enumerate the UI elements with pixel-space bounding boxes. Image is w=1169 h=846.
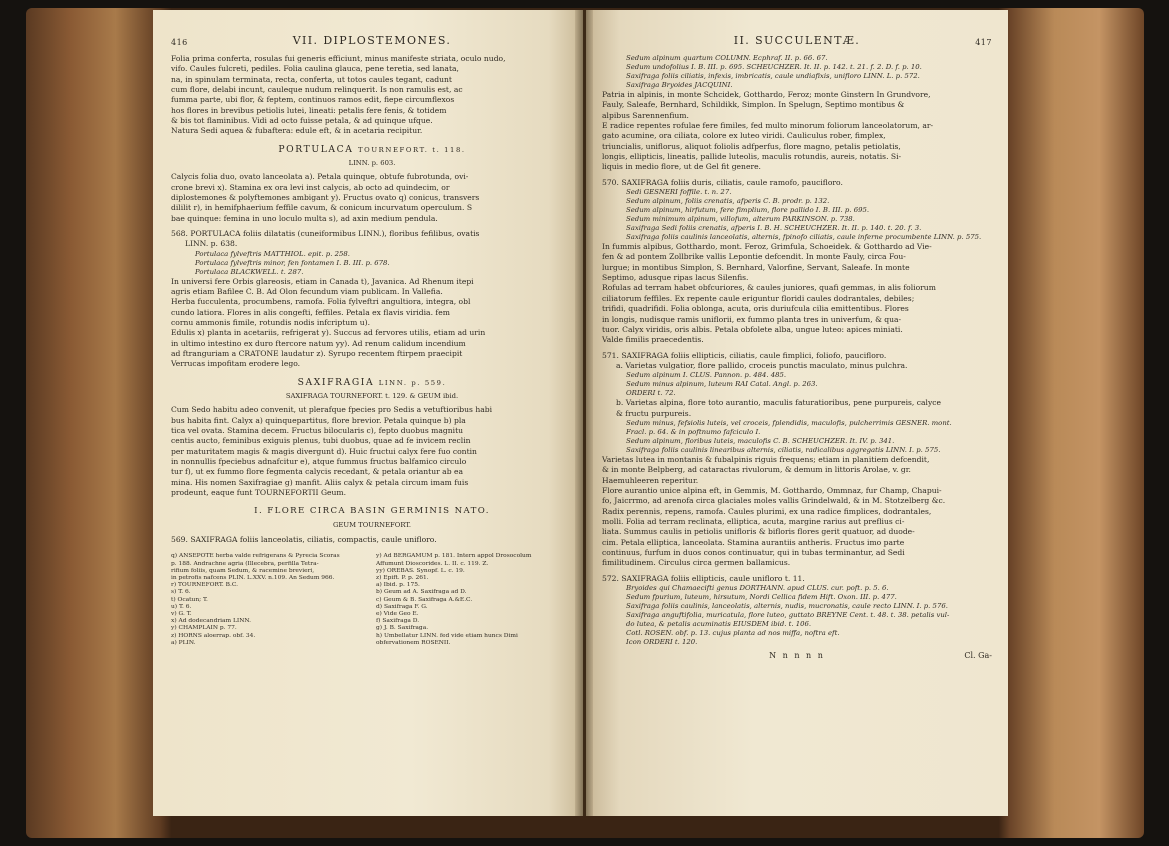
genus-saxifraga-description — [171, 405, 573, 498]
species-569-synonyms — [602, 54, 992, 90]
text-line: Valde fimilis praecedentis. — [602, 335, 704, 345]
text-line: cim. Petala elliptica, lanceolata. Stamina aurantiis antheris. Fructus imo parte — [602, 537, 905, 547]
text-line: Calycis folia duo, ovato lanceolata a). Petala quinque, obtufe fubrotunda, ovi- — [171, 172, 469, 182]
left-running-head — [171, 36, 573, 54]
text-line: liata. Summus caulis in petiolis unifloris & bifloris flores gerit quatuor, ad duode- — [602, 527, 915, 537]
text-line: diplostemones & polyftemones ambigant y). Fructus ovato q) conicus, transvers — [171, 192, 480, 202]
text-line: fen & ad pontem Zollbrike vallis Lepontie defcendit. In monte Fauly, circa Fou- — [602, 252, 906, 262]
footnote-line: in petrofis nafcens PLIN. L.XXV. n.109. An Sedum 966. — [171, 574, 335, 581]
signature-mark: N n n n n — [769, 651, 825, 661]
text-line: E radice repentes rofulae fere fimiles, fed multo minorum foliorum lanceolatorum, ar- — [602, 121, 934, 131]
species-571-variety-b: b. Varietas alpina, flore toto aurantio, maculis faturatioribus, pene purpureis, calyce — [616, 398, 941, 408]
text-line: agris etiam Bafilee C. B. Ad Olon fecundum viam publicam. In Vallefia. — [171, 287, 443, 297]
left-intro-paragraph — [171, 54, 573, 137]
synonym-line: Saxifraga foliis ciliatis, infexis, imbricatis, caule undiafixis, unifloro LINN. L. p. 572. — [626, 72, 920, 80]
synonym-line: Saxifraga foliis caulinis linearibus alternis, ciliatis, radicalibus aggregatis LINN. I. p. 575. — [626, 445, 941, 454]
footnote-line: f) Saxifraga D. — [376, 618, 420, 625]
text-line: prodeunt, eaque funt TOURNEFORTII Geum. — [171, 488, 347, 498]
footnote-line: z) Epift. P. p. 261. — [376, 574, 429, 581]
footnote-line: v) G. T. — [171, 610, 192, 617]
left-footnotes-column-1 — [171, 553, 368, 647]
text-line: Edulis x) planta in acetariis, refrigerat y). Succus ad fervores utilis, etiam ad urin — [171, 328, 486, 338]
species-570-habitat — [602, 242, 992, 345]
species-569-heading — [171, 535, 573, 545]
genus-saxifragia-linn: LINN. p. 559. — [378, 378, 447, 387]
text-line: in ultimo intestino ex duro ftercore natum yy). Ad renum calidum incendium — [171, 338, 466, 348]
footnote-line: a) PLIN. — [171, 639, 196, 646]
text-line: ciliatorum feffiles. Ex repente caule eriguntur floridi caules dodrantales, debiles; — [602, 293, 915, 303]
text-line: Septimo, adusque ripas lacus Silenfis. — [602, 273, 749, 283]
text-line: in nonnullis fpeciebus adnafcitur e), atque fummus fructus balfamico circulo — [171, 457, 467, 467]
text-line: & bis tot flaminibus. Vidi ad octo fuisse petala, & ad quinque ufque. — [171, 116, 433, 126]
text-line: per maturitatem magis & magis divergunt d). Huic fructui calyx fere fuo contin — [171, 446, 477, 456]
section-heading: I. FLORE CIRCA BASIN GERMINIS NATO. — [254, 506, 490, 517]
text-line: Rofulas ad terram habet obfcuriores, & caules juniores, quafi gemmas, in alis foliorum — [602, 283, 936, 293]
book-gutter — [575, 10, 593, 816]
synonym-line: Saxifraga foliis caulinis, lanceolatis, alternis, nudis, mucronatis, caule recto LINN. I. p. 576. — [626, 602, 948, 611]
footnote-line: yy) OREBAS. Synopf. L. c. 19. — [376, 567, 465, 574]
synonym-line: Sedum alpinum quartum COLUMN. Ecphraf. II. p. 66. 67. — [626, 54, 828, 62]
text-line: crone brevi x). Stamina ex ora levi inst calycis, ab octo ad quindecim, or — [171, 182, 450, 192]
text-line: Herba fucculenta, procumbens, ramofa. Folia fylveftri angultiora, integra, obl — [171, 297, 471, 307]
text-line: In universi fere Orbis glareosis, etiam in Canada t), Javanica. Ad Rhenum itepi — [171, 276, 474, 286]
species-569-diagnosis: SAXIFRAGA foliis lanceolatis, ciliatis, compactis, caule unifloro. — [190, 534, 437, 544]
genus-saxifragia-title: SAXIFRAGIA — [297, 376, 375, 388]
species-571-diagnosis: SAXIFRAGA foliis ellipticis, ciliatis, caule fimplici, foliofo, paucifloro. — [621, 350, 887, 360]
text-line: Folia prima conferta, rosulas fui generis efficiunt, minus manifeste striata, oculo nudo, — [171, 54, 506, 63]
species-568-number: 568. — [171, 229, 188, 239]
left-page-text — [171, 10, 573, 647]
synonym-line: Icon ORDERI t. 120. — [626, 638, 698, 647]
species-571-variety-b-cont: & fructu purpureis. — [616, 408, 692, 418]
text-line: bae quinque: femina in uno loculo multa s), ad axin medium pendula. — [171, 213, 438, 223]
genus-saxifragia-heading — [171, 378, 573, 388]
species-572-diagnosis: SAXIFRAGA foliis ellipticis, caule unifloro t. 11. — [621, 573, 805, 583]
footnote-line: p. 188. Andrachne agria (Illecebra, perfilla Tetra- — [171, 560, 319, 567]
text-line: fumma parte, ubi flor, & feptem, continuos ramos edit, fiepe circumflexos — [171, 95, 455, 105]
genus-portulaca-description — [171, 172, 573, 224]
species-568-diagnosis: PORTULACA foliis dilatatis (cuneiformibus LINN.), floribus fefilibus, ovatis — [190, 229, 480, 239]
left-footnotes-column-2 — [376, 553, 573, 647]
synonym-line: Sedum minimum alpinum, villofum, alterum PARKINSON. p. 738. — [626, 215, 855, 224]
text-line: Haemuhleeren reperitur. — [602, 475, 699, 485]
text-line: triuncialis, uniflorus, aliquot foliolis adfperfus, flore magno, petalis petiolatis, — [602, 141, 901, 151]
text-line: vifo. Caules fulcreti, pediles. Folia caulina glauca, pene teretia, sed lanata, — [171, 64, 459, 74]
synonym-line: Sedi GESNERI foffile. t. n. 27. — [626, 188, 732, 197]
text-line: mina. His nomen Saxifragiae g) manfit. Aliis calyx & petala circum imam fuis — [171, 477, 469, 487]
species-570-heading — [602, 178, 992, 188]
text-line: hos flores in brevibus petiolis lutei, lineati: petalis fere fenis, & totidem — [171, 105, 447, 115]
synonym-line: Sedum alpinum I. CLUS. Pannon. p. 484. 485. — [626, 371, 787, 380]
synonym-line: Saxifraga anguftifolia, muricatula, flore luteo, guttato BREYNE Cent. t. 48. t. 38. petalis vul- — [626, 611, 950, 620]
footnote-line: q) ANSEPOTE herba valde refrigerans & Pyrecia Scoras — [171, 553, 340, 560]
right-running-head — [602, 36, 992, 54]
synonym-line: Fracl. p. 64. & in poftnumo fafciculo I. — [626, 427, 761, 436]
footnote-line: rifium foliis, quam Sedum, & racemine brevieri, — [171, 567, 315, 574]
right-running-title: II. SUCCULENTÆ. — [733, 34, 861, 47]
text-line: cum flore, delabi incunt, cauleque nudum relinquerit. Is non ramulis est, ac — [171, 85, 463, 95]
text-line: alpibus Sarennenfium. — [602, 110, 689, 120]
text-line: dililit r), in hemifphaerium feffile cavum, & conicum incurvatum operculum. S — [171, 203, 473, 213]
text-line: In fummis alpibus, Gotthardo, mont. Feroz, Grimfula, Schoeidek. & Gotthardo ad Vie- — [602, 242, 932, 252]
synonym-line: Saxifraga Sedi foliis crenatis, afperis I. B. H. SCHEUCHZER. It. II. p. 140. t. 20. f. 3. — [626, 224, 922, 233]
footnote-line: s) T. 6. — [171, 589, 191, 596]
text-line: tur f), ut ex fummo flore fegmenta calycis recedant, & petala oriantur ab ea — [171, 467, 463, 477]
synonym-line: Sedum alpinum, floribus luteis, maculofis C. B. SCHEUCHZER. It. IV. p. 341. — [626, 436, 895, 445]
species-572-synonyms — [602, 584, 992, 647]
text-line: liquis in medio flore, ut de Gel fit genere. — [602, 162, 761, 172]
species-569-habitat — [602, 90, 992, 173]
synonym-line: Cotl. ROSEN. obf. p. 13. cujus planta ad nos miffa, noftra eft. — [626, 629, 840, 638]
footnote-line: e) Vide Geo E. — [376, 610, 419, 617]
genus-saxifraga-tournefort: SAXIFRAGA TOURNEFORT. t. 129. & GEUM ibid. — [285, 392, 459, 401]
right-page-number: 417 — [975, 38, 992, 47]
text-line: bus habita fint. Calyx a) quinquepartitus, flore brevior. Petala quinque b) pla — [171, 415, 466, 425]
right-page-text — [602, 10, 992, 665]
footnote-line: h) Umbellatur LINN. fed vide etiam huncs Dimi — [376, 632, 518, 639]
section-subtitle: GEUM TOURNEFORT. — [332, 520, 412, 529]
text-line: Cum Sedo habitu adeo convenit, ut plerafque fpecies pro Sedis a vetuftioribus habi — [171, 405, 493, 415]
text-line: in longis, nudisque ramis uniflorii, ex fummo planta tres in univerfum, & qua- — [602, 314, 902, 324]
text-line: Fauly, Saleafe, Bernhard, Schildikk, Simplon. In Spelugn, Septimo montibus & — [602, 100, 905, 110]
left-page-number: 416 — [171, 38, 188, 47]
footnote-line: Affumunt Dioscorides. L. II. c. 119. Z. — [376, 560, 489, 567]
text-line: Varietas lutea in montanis & fubalpinis riguis frequens; etiam in planitiem defcendit, — [602, 454, 930, 464]
text-line: molli. Folia ad terram reclinata, elliptica, acuta, margine rarius aut preflius ci- — [602, 516, 905, 526]
text-line: Natura Sedi aquea & fubaftera: edule eft, & in acetaria recipitur. — [171, 126, 423, 136]
species-568-synonyms — [171, 250, 573, 277]
species-572-heading — [602, 574, 992, 584]
synonym-line: Portulaca BLACKWELL. t. 287. — [195, 267, 304, 276]
footnote-line: g) J. B. Saxifraga. — [376, 625, 429, 632]
synonym-line: Saxifraga foliis caulinis lanceolatis, alternis, fpinofo ciliatis, caule inferne procumbente LINN. p. 575. — [626, 233, 982, 242]
synonym-line: Sedum alpinum, hirfutum, fere fimplium, flore pallido I. B. III. p. 695. — [626, 206, 870, 215]
text-line: fo, Jaicrrmo, ad arenofa circa glaciales moles vallis Grindelwald, & in M. Stotzelberg &c. — [602, 496, 946, 506]
synonym-line: Sedum minus alpinum, luteum RAI Catal. Angl. p. 263. — [626, 380, 818, 389]
text-line: cornu ammonis fimile, rotundis nodis infcriptum u). — [171, 318, 371, 328]
species-571-heading — [602, 351, 992, 361]
genus-portulaca-linn: LINN. p. 603. — [348, 159, 396, 168]
species-568-habitat — [171, 277, 573, 370]
synonym-line: Portulaca fylveftris MATTHIOL. epit. p. 258. — [195, 249, 350, 258]
text-line: centis aucto, feminibus exiguis plenus, tubi duobus, quae ad fe invicem reclin — [171, 436, 471, 446]
species-570-synonyms — [602, 188, 992, 242]
footnote-line: d) Saxifraga F. G. — [376, 603, 428, 610]
synonym-line: Sedum alpinum, foliis crenatis, afperis C. B. prodr. p. 132. — [626, 197, 830, 206]
genus-portulaca-author: TOURNEFORT. t. 118. — [358, 145, 466, 154]
species-568-heading — [171, 229, 573, 239]
left-running-title: VII. DIPLOSTEMONES. — [292, 34, 452, 47]
species-570-number: 570. — [602, 177, 619, 187]
text-line: Flore aurantio unice alpina eft, in Gemmis, M. Gotthardo, Ommnaz, fur Champ, Chapui- — [602, 485, 942, 495]
species-571-synonyms-a — [602, 371, 992, 398]
catchword: Cl. Ga- — [964, 651, 992, 661]
text-line: longis, ellipticis, lineatis, pallide luteolis, maculis rotundis, aureis, notatis. Si- — [602, 152, 902, 162]
text-line: ad ftranguriam a CRATONE laudatur z). Syrupo recentem ftirpem praecipit — [171, 349, 463, 359]
footnote-line: obfervationem ROSENII. — [376, 639, 451, 646]
synonym-line: Sedum undofolius I. B. III. p. 695. SCHEUCHZER. It. II. p. 142. t. 21. f. 2. D. f. p. 10. — [626, 63, 922, 71]
left-page — [153, 10, 583, 816]
species-572-number: 572. — [602, 573, 619, 583]
footnote-line: c) Geum & B. Saxifraga A.&E.C. — [376, 596, 473, 603]
text-line: cundo latiora. Flores in alis congefti, feffiles. Petala ex flavis viridia. fem — [171, 307, 450, 317]
synonym-line: Saxifraga Bryoides JACQUINI. — [626, 81, 733, 89]
text-line: tica vel ovata. Stamina decem. Fructus bilocularis c), fepto duobus magnitu — [171, 426, 464, 436]
species-570-diagnosis: SAXIFRAGA foliis duris, ciliatis, caule ramofo, paucifloro. — [621, 177, 843, 187]
footnote-line: r) TOURNEFORT. B.C. — [171, 582, 239, 589]
text-line: na, in spinulam terminata, recta, conferta, ut totos caules tegant, cadunt — [171, 74, 452, 84]
left-footnotes — [171, 553, 573, 647]
synonym-line: Sedum minus, fefsiolis luteis, vel croceis, fplendidis, maculofis, pulcherrimis GESNER. mont. — [626, 418, 952, 427]
footnote-line: y) CHAMPLAIN p. 77. — [171, 625, 237, 632]
text-line: & in monte Belpberg, ad cataractas rivulorum, & demum in littoris Arolae, v. gr. — [602, 465, 911, 475]
text-line: Patria in alpinis, in monte Schcidek, Gotthardo, Feroz; monte Ginstern In Grundvore, — [602, 90, 931, 99]
synonym-line: Portulaca fylveftris minor, fen fontamen I. B. III. p. 678. — [195, 258, 390, 267]
text-line: fimilitudinem. Circulus circa germen ballamicus. — [602, 558, 791, 568]
species-568-linn: LINN. p. 638. — [185, 239, 238, 249]
species-571-synonyms-b — [602, 419, 992, 455]
species-569-number: 569. — [171, 534, 188, 544]
footnote-line: x) Ad dodecandriam LINN. — [171, 618, 252, 625]
text-line: Verrucas impofitam erodere lego. — [171, 359, 301, 369]
species-571-habitat — [602, 455, 992, 569]
text-line: tuor. Calyx viridis, oris albis. Petala obfolete alba, ungue luteo: apices miniati. — [602, 324, 903, 334]
footnote-line: a) Ibid. p. 175. — [376, 582, 420, 589]
genus-portulaca-heading — [171, 145, 573, 155]
synonym-line: ORDERI t. 72. — [626, 389, 676, 398]
footnote-line: t) Ocatun; T. — [171, 596, 208, 603]
footnote-line: b) Geum ad A. Saxifraga ad D. — [376, 589, 467, 596]
text-line: gato acumine, ora ciliata, colore ex luteo viridi. Cauliculus rober, fimplex, — [602, 131, 886, 141]
synonym-line: do lutea, & petalis acuminatis EIUSDEM ibid. t. 106. — [626, 620, 812, 629]
text-line: continuus, furfum in duos conos continuatur, qui in tubas terminantur, ad Sedi — [602, 548, 905, 557]
text-line: lurgue; in montibus Simplon, S. Bernhard, Valorfine, Servant, Saleafe. In monte — [602, 262, 910, 272]
footnote-line: u) T. 6. — [171, 603, 192, 610]
species-571-number: 571. — [602, 350, 619, 360]
synonym-line: Sedum fpurium, luteum, hirsutum, Nordi Cellica fidem Hift. Oxon. III. p. 477. — [626, 593, 897, 602]
synonym-line: Bryoides qui Chamaecifti genus DORTHANN. apud CLUS. cur. poft. p. 5. 6. — [626, 584, 889, 593]
footnote-line: y) Ad BERGAMUM p. 181. Intern appol Drosocolum — [376, 553, 532, 560]
text-line: trifidi, quadrifidi. Folia oblonga, acuta, oris duriufcula cilia emittentibus. Flores — [602, 304, 909, 314]
species-571-variety-a: a. Varietas vulgatior, flore pallido, croceis punctis maculato, minus pulchra. — [616, 360, 908, 370]
signature-line — [602, 651, 992, 665]
genus-portulaca-title: PORTULACA — [278, 143, 354, 155]
text-line: Radix perennis, repens, ramofa. Caules plurimi, ex una radice fimplices, dodrantales, — [602, 506, 932, 516]
footnote-line: z) HORNS aloerrap. obf. 34. — [171, 632, 256, 639]
right-page — [586, 10, 1008, 816]
